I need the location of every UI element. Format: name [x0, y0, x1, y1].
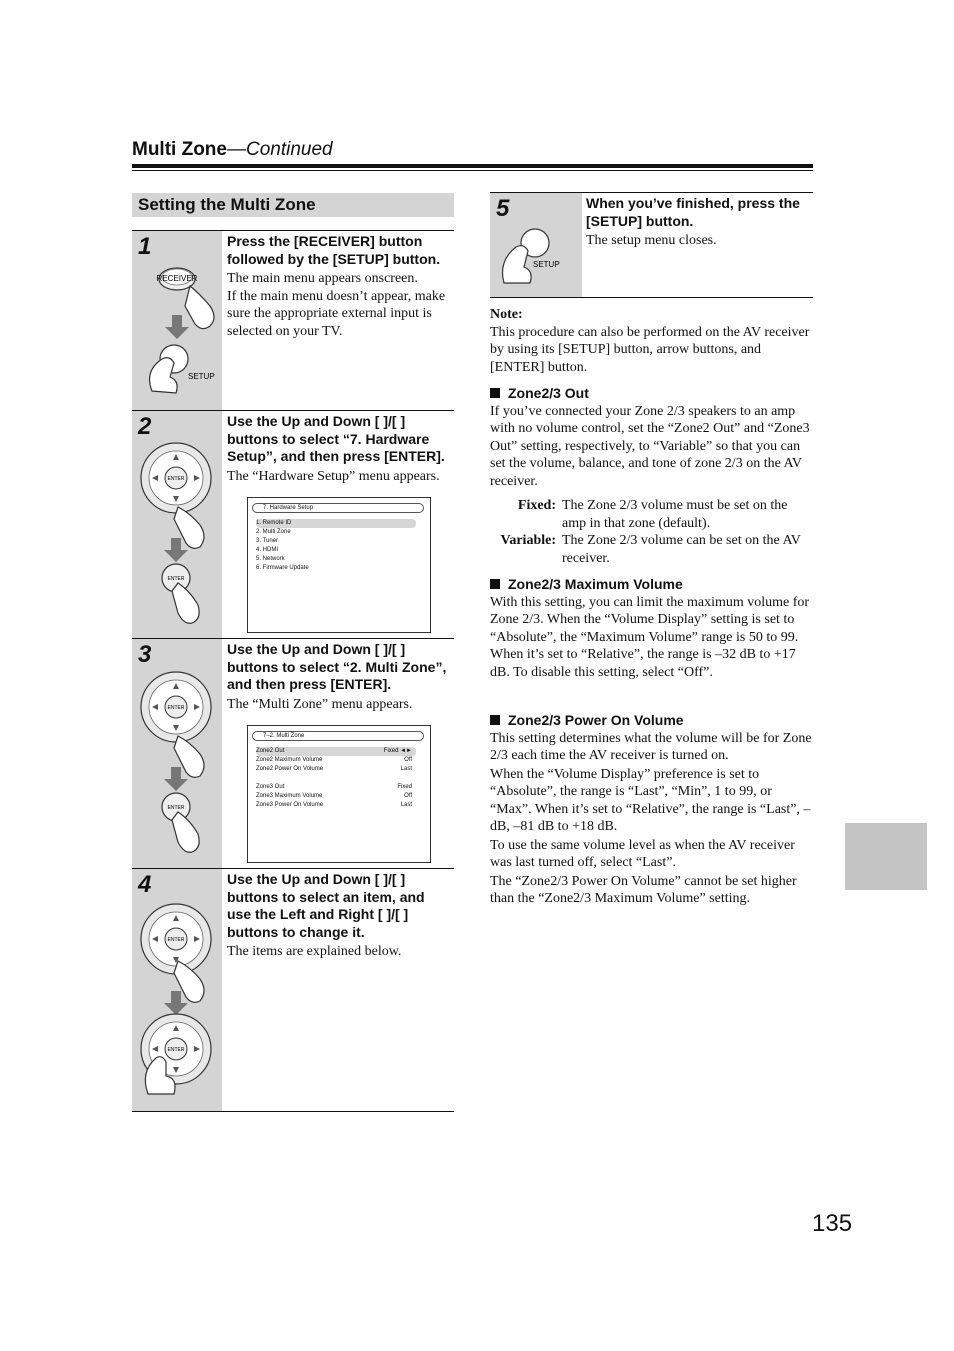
remote-buttons-illustration: [132, 231, 222, 411]
zone-power-paragraph: This setting determines what the volume will be for Zone 2/3 each time the AV receiver is turned on.: [490, 730, 812, 763]
enter-button-label: ENTER: [167, 805, 185, 811]
definition-term: Fixed:: [517, 498, 556, 513]
directional-pad-icon: [141, 904, 211, 974]
step-number: 3: [138, 641, 152, 668]
section-bottom-rule: [132, 1111, 454, 1112]
menu-item-label: Zone3 Power On Volume: [256, 802, 324, 808]
menu-item: 3. Tuner: [256, 538, 279, 544]
step-content: [586, 195, 811, 250]
definition-term: Variable:: [500, 533, 556, 548]
menu-item-value: Fixed ◄►: [383, 748, 412, 754]
enter-button-label: ENTER: [167, 1047, 185, 1053]
menu-item: [256, 792, 416, 801]
step-content: [227, 233, 452, 340]
step-title: Use the Up and Down [ ]/[ ] buttons to select “2. Multi Zone”, and then press [ENTER].: [227, 641, 447, 692]
menu-item: [256, 756, 416, 765]
setup-button-label: SETUP: [188, 372, 215, 381]
multi-zone-menu-screen: [247, 725, 431, 863]
menu-item-value: Fixed: [397, 784, 412, 790]
step-content: [227, 413, 452, 485]
menu-item-value: Off: [404, 793, 412, 799]
menu-item-label: Zone2 Maximum Volume: [256, 757, 323, 763]
step-2: [132, 410, 454, 638]
hand-icon: [185, 286, 214, 329]
step-body-line: The “Hardware Setup” menu appears.: [227, 468, 440, 484]
step-number: 1: [138, 233, 152, 260]
page-number: 135: [812, 1210, 853, 1237]
remote-buttons-illustration: [132, 639, 222, 869]
menu-item-label: Zone3 Maximum Volume: [256, 793, 323, 799]
menu-title: 7. Hardware Setup: [252, 503, 424, 513]
step-content: [227, 641, 452, 713]
zone-power-volume-section: [490, 712, 813, 908]
step-3: [132, 638, 454, 868]
menu-item: [256, 801, 416, 810]
step-body-line: The “Multi Zone” menu appears.: [227, 696, 413, 712]
remote-buttons-illustration: [132, 869, 222, 1112]
down-arrow-icon: [164, 767, 188, 791]
hand-icon: [172, 583, 199, 623]
hand-icon: [150, 358, 178, 393]
header-title-text: Multi Zone: [132, 139, 227, 160]
menu-item: 2. Multi Zone: [256, 529, 291, 535]
menu-item-value: Last: [400, 802, 412, 808]
step-title: Use the Up and Down [ ]/[ ] buttons to select “7. Hardware Setup”, and then press [ENTER].: [227, 413, 445, 464]
zone-power-heading: Zone2/3 Power On Volume: [490, 712, 813, 730]
definition-desc: The Zone 2/3 volume can be set on the AV receiver.: [562, 533, 801, 566]
down-arrow-icon: [165, 315, 189, 339]
menu-item: 6. Firmware Update: [256, 565, 309, 571]
zone-max-text: With this setting, you can limit the maximum volume for Zone 2/3. When the “Volume Display” setting is set to “Absolute”, the “Maximum Volume” range is 50 to 99. When it’s set to “Relative”, the range is –32 dB to +17 dB. To disable this setting, select “Off”.: [490, 594, 810, 680]
menu-item-selected: 1. Remote ID: [256, 519, 416, 528]
directional-pad-icon: [141, 672, 211, 742]
step-content: [227, 871, 452, 961]
note-block: [490, 306, 813, 376]
step-number: 5: [496, 195, 510, 222]
menu-title: 7–2. Multi Zone: [252, 731, 424, 741]
step-title: When you’ve finished, press the [SETUP] button.: [586, 195, 800, 229]
hand-icon: [503, 246, 532, 283]
step-1: [132, 230, 454, 410]
enter-button-label: ENTER: [167, 576, 185, 582]
definition-desc: The Zone 2/3 volume must be set on the amp in that zone (default).: [562, 498, 788, 531]
step-body-line: The setup menu closes.: [586, 233, 717, 248]
hardware-setup-menu-screen: [247, 497, 431, 633]
zone-out-definitions: [490, 497, 813, 567]
note-label: Note:: [490, 307, 523, 322]
remote-buttons-illustration: [132, 411, 222, 639]
zone-out-text: If you’ve connected your Zone 2/3 speakers to an amp with no volume control, set the “Zone2 Out” and “Zone3 Out” setting, respectively, to “Variable” so that you can set the volume, balance, and tone of zone 2/3 on the AV receiver.: [490, 403, 810, 489]
step-5: [490, 192, 813, 298]
page-header-title: [132, 139, 333, 161]
step-title: Use the Up and Down [ ]/[ ] buttons to select an item, and use the Left and Right [ ]/[ ] buttons to change it.: [227, 871, 425, 940]
zone-out-section: [490, 385, 813, 490]
header-continued: —Continued: [226, 139, 333, 160]
step-4: [132, 868, 454, 1111]
menu-item-label: Zone3 Out: [256, 784, 285, 790]
definition-row: [490, 497, 813, 532]
step-title: Press the [RECEIVER] button followed by the [SETUP] button.: [227, 233, 441, 267]
note-text: This procedure can also be performed on the AV receiver by using its [SETUP] button, arrow buttons, and [ENTER] button.: [490, 324, 810, 375]
menu-item-label: Zone2 Out: [256, 748, 285, 754]
setup-button-label: SETUP: [533, 260, 560, 269]
zone-max-volume-section: [490, 576, 813, 681]
section-heading: Setting the Multi Zone: [132, 193, 454, 217]
enter-button-label: ENTER: [167, 937, 185, 943]
definition-row: [490, 532, 813, 567]
directional-pad-icon: [141, 443, 211, 513]
enter-button-label: ENTER: [167, 476, 185, 482]
remote-buttons-illustration: [490, 193, 582, 297]
chapter-side-tab: [845, 823, 927, 890]
zone-power-paragraph: The “Zone2/3 Power On Volume” cannot be set higher than the “Zone2/3 Maximum Volume” setting.: [490, 873, 797, 906]
zone-power-paragraph: To use the same volume level as when the AV receiver was last turned off, select “Last”.: [490, 837, 795, 870]
menu-item: [256, 765, 416, 774]
step-number: 4: [138, 871, 152, 898]
menu-item: [256, 783, 416, 792]
down-arrow-icon: [164, 538, 188, 562]
step-number: 2: [138, 413, 152, 440]
step-body-line: The items are explained below.: [227, 944, 402, 959]
header-rule: [132, 164, 813, 168]
menu-item-value: Last: [400, 766, 412, 772]
header-rule-thin: [132, 170, 813, 171]
enter-button-label: ENTER: [167, 705, 185, 711]
step-body-line: The main menu appears onscreen.: [227, 271, 418, 286]
receiver-button-label: RECEIVER: [156, 274, 198, 283]
menu-item-label: Zone2 Power On Volume: [256, 766, 324, 772]
zone-power-paragraph: When the “Volume Display” preference is set to “Absolute”, the range is “Last”, “Min”, 1 to 99, or “Max”. When it’s set to “Relative”, the range is “Last”, – dB, –81 dB to +18 dB.: [490, 766, 811, 834]
menu-item: 4. HDMI: [256, 547, 279, 553]
hand-icon: [172, 812, 199, 852]
zone-out-heading: Zone2/3 Out: [490, 385, 813, 403]
zone-max-heading: Zone2/3 Maximum Volume: [490, 576, 813, 594]
menu-item-selected: [256, 747, 416, 756]
menu-item-value: Off: [404, 757, 412, 763]
step-body-line: If the main menu doesn’t appear, make sure the appropriate external input is selected on your TV.: [227, 288, 446, 339]
menu-item: 5. Network: [256, 556, 285, 562]
